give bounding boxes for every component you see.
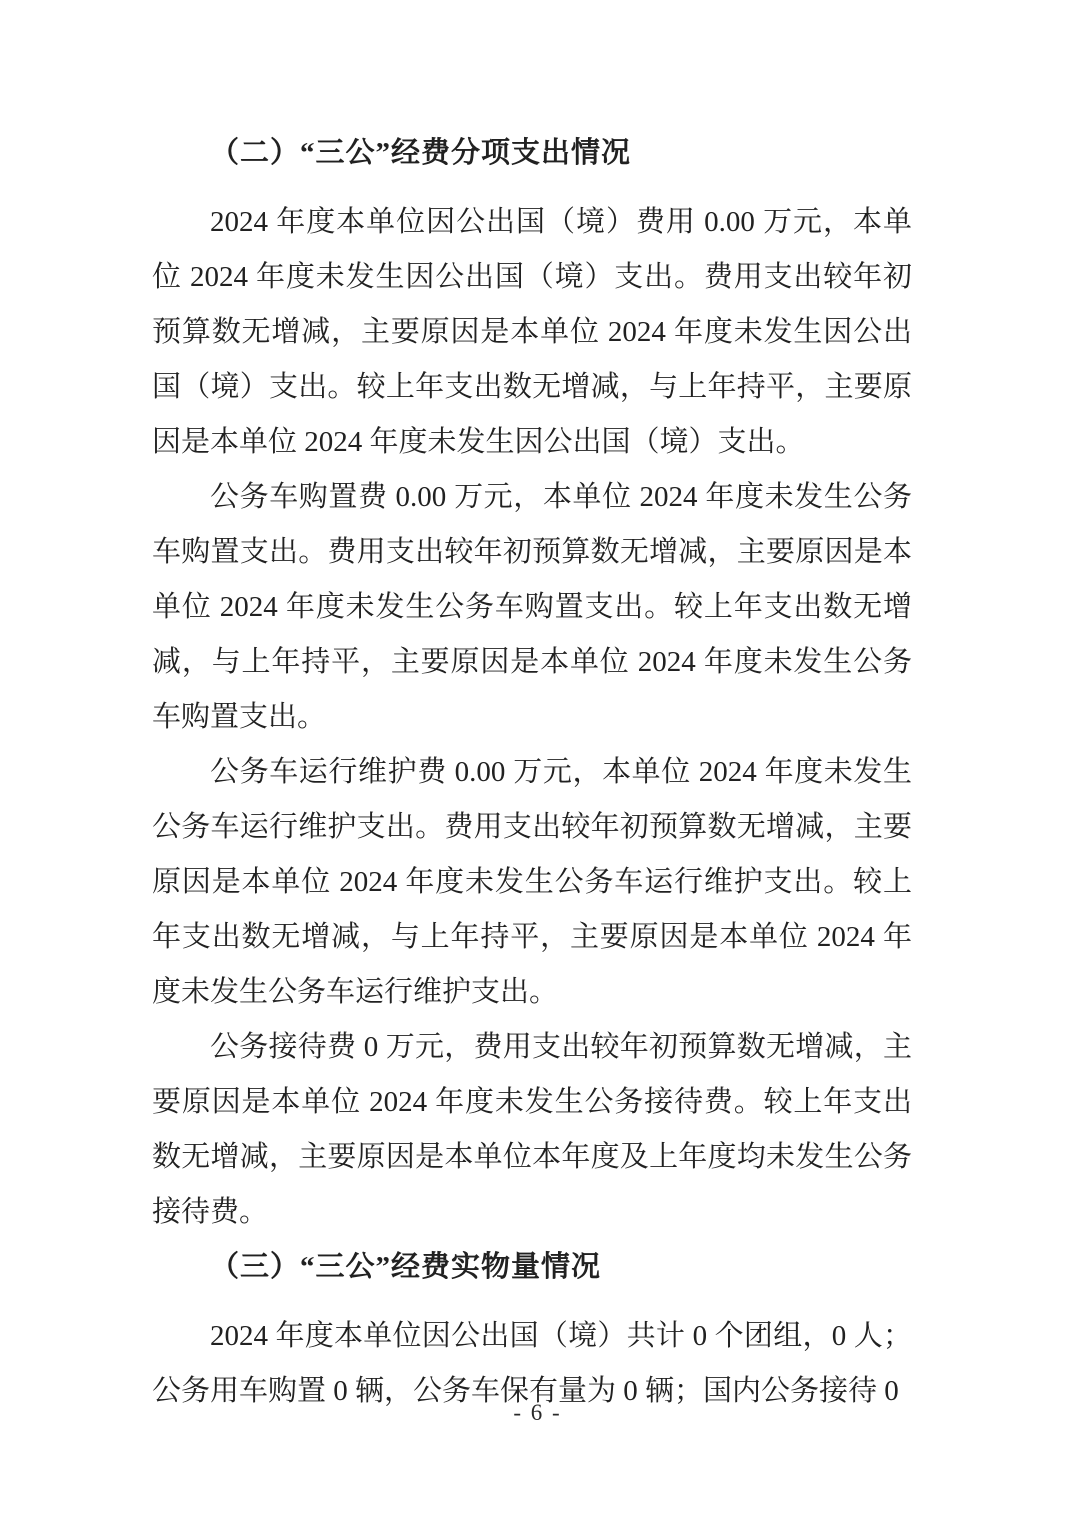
page-footer [0,1400,1075,1426]
section-heading: （三）“三公”经费实物量情况 [210,1251,602,1283]
body-paragraph: 公务车购置费 0.00 万元，本单位 2024 年度未发生公务车购置支出。费用支出较年初预算数无增减，主要原因是本单位 2024 年度未发生公务车购置支出。较上年支出数无增减，与上年持平，主要原因是本单位 2024 年度未发生公务车购置支出。 [152,481,912,733]
section-heading: （二）“三公”经费分项支出情况 [210,137,632,169]
document-content [152,126,912,1419]
page-number: - 6 - [513,1400,562,1425]
body-paragraph: 2024 年度本单位因公出国（境）共计 0 个团组，0 人；公务用车购置 0 辆，公务车保有量为 0 辆；国内公务接待 0 [152,1320,912,1407]
body-paragraph: 2024 年度本单位因公出国（境）费用 0.00 万元，本单位 2024 年度未发生因公出国（境）支出。费用支出较年初预算数无增减，主要原因是本单位 2024 年度未发生因公出国（境）支出。较上年支出数无增减，与上年持平，主要原因是本单位 2024 年度未发生因公出国（境）支出。 [152,206,912,458]
body-paragraph: 公务接待费 0 万元，费用支出较年初预算数无增减，主要原因是本单位 2024 年度未发生公务接待费。较上年支出数无增减，主要原因是本单位本年度及上年度均未发生公务接待费。 [152,1031,912,1228]
body-paragraph: 公务车运行维护费 0.00 万元，本单位 2024 年度未发生公务车运行维护支出。费用支出较年初预算数无增减，主要原因是本单位 2024 年度未发生公务车运行维护支出。较上年支出数无增减，与上年持平，主要原因是本单位 2024 年度未发生公务车运行维护支出。 [152,756,912,1008]
